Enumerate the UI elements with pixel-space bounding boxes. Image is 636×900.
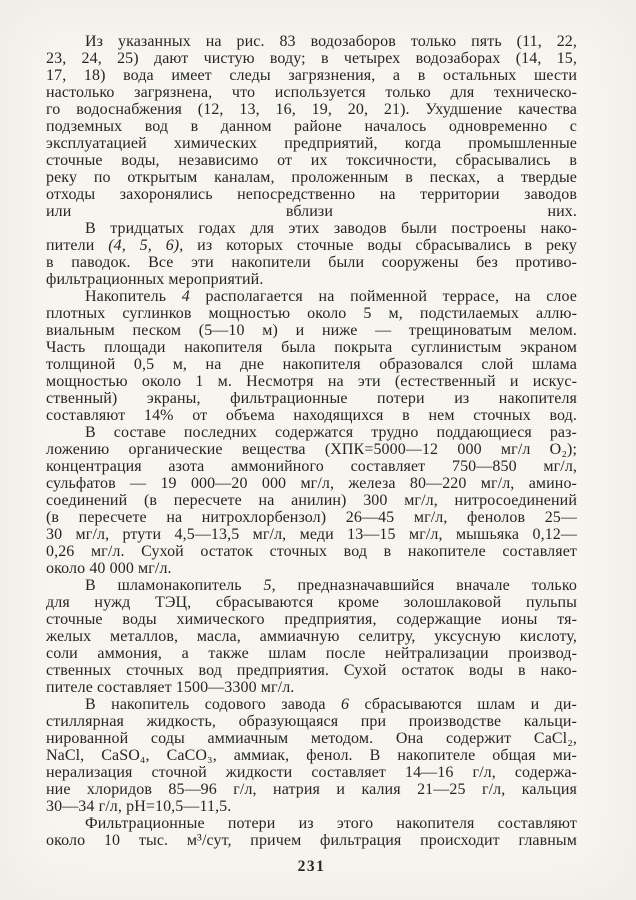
text-line: 30 мг/л, ртути 4,5—13,5 мг/л, меди 13—15 мг/л, мышьяка 0,12— [46, 526, 577, 543]
text-line: реку по открытым каналам, проложенным в песках, а твердые [46, 169, 577, 186]
text-line: плотных суглинков мощностью около 5 м, подстилаемых аллю- [46, 305, 577, 322]
text-line: Из указанных на рис. 83 водозаборов только пять (11, 22, [85, 33, 577, 50]
text-line: сточные воды химического предприятия, содержащие ионы тя- [46, 611, 577, 628]
text-line: соединений (в пересчете на анилин) 300 мг/л, нитросоединений [46, 492, 577, 509]
text-line: в паводок. Все эти накопители были сооружены без противо- [46, 254, 577, 271]
text-line: 23, 24, 25) дают чистую воду; в четырех водозаборах (14, 15, [46, 50, 577, 67]
paragraph [46, 424, 577, 577]
text-line: стиллярная жидкость, образующаяся при производстве кальци- [46, 713, 577, 730]
text-line: соли аммония, а также шлам после нейтрализации производ- [46, 645, 577, 662]
text-line: нированной соды аммиачным методом. Она содержит CaCl₂, [46, 730, 577, 747]
text-line: желых металлов, масла, аммиачную селитру, уксусную кислоту, [46, 628, 577, 645]
text-line: NaCl, CaSO₄, CaCO₃, аммиак, фенол. В накопителе общая ми- [46, 747, 577, 764]
text-line: В накопитель содового завода 6 сбрасываются шлам и ди- [85, 696, 577, 713]
text-line: В составе последних содержатся трудно поддающиеся раз- [85, 424, 577, 441]
text-line: нерализация сточной жидкости составляет 14—16 г/л, содержа- [46, 764, 577, 781]
text-line: В тридцатых годах для этих заводов были построены нако- [85, 220, 577, 237]
text-line: концентрация азота аммонийного составляет 750—850 мг/л, [46, 458, 577, 475]
paragraph [46, 696, 577, 815]
text-block [46, 33, 577, 849]
text-line: подземных вод в данном районе началось одновременно с [46, 118, 577, 135]
paragraph [46, 33, 577, 220]
text-line: В шламонакопитель 5, предназначавшийся вначале только [85, 577, 577, 594]
text-line: эксплуатацией химических предприятий, когда промышленные [46, 135, 577, 152]
paragraph [46, 815, 577, 849]
text-line: 0,26 мг/л. Сухой остаток сточных вод в накопителе составляет [46, 543, 577, 560]
text-line: го водоснабжения (12, 13, 16, 19, 20, 21). Ухудшение качества [46, 101, 577, 118]
text-line: настолько загрязнена, что используется только для техническо- [46, 84, 577, 101]
text-line: ственных сточных вод предприятия. Сухой остаток воды в нако- [46, 662, 577, 679]
text-line: пители (4, 5, 6), из которых сточные воды сбрасывались в реку [46, 237, 577, 254]
text-line: отходы захоронялись непосредственно на территории заводов [46, 186, 577, 203]
text-line: ложению органические вещества (ХПК=5000—12 000 мг/л О₂); [46, 441, 577, 458]
text-line: для нужд ТЭЦ, сбрасываются кроме золошлаковой пульпы [46, 594, 577, 611]
text-line: виальным песком (5—10 м) и ниже — трещиноватым мелом. [46, 322, 577, 339]
text-line: фильтрационных мероприятий. [46, 271, 264, 288]
text-line: ственный) экраны, фильтрационные потери из накопителя [46, 390, 577, 407]
text-line: или вблизи них. [46, 203, 577, 220]
text-line: Накопитель 4 располагается на пойменной террасе, на слое [85, 288, 577, 305]
text-line: пителе составляет 1500—3300 мг/л. [46, 679, 295, 696]
text-line: Часть площади накопителя была покрыта суглинистым экраном [46, 339, 577, 356]
text-line: около 10 тыс. м³/сут, причем фильтрация происходит главным [46, 832, 577, 849]
text-line: толщиной 0,5 м, на дне накопителя образовался слой шлама [46, 356, 577, 373]
text-line: сточные воды, независимо от их токсичности, сбрасывались в [46, 152, 577, 169]
paragraph [46, 577, 577, 696]
text-line: сульфатов — 19 000—20 000 мг/л, железа 80—220 мг/л, амино- [46, 475, 577, 492]
text-line: мощностью около 1 м. Несмотря на эти (естественный и искус- [46, 373, 577, 390]
paragraph [46, 220, 577, 288]
text-line: составляют 14% от объема находящихся в нем сточных вод. [46, 407, 577, 424]
text-line: (в пересчете на нитрохлорбензол) 26—45 мг/л, фенолов 25— [46, 509, 577, 526]
text-line: Фильтрационные потери из этого накопителя составляют [85, 815, 577, 832]
text-line: 30—34 г/л, pH=10,5—11,5. [46, 798, 232, 815]
text-line: около 40 000 мг/л. [46, 560, 172, 577]
paragraph [46, 288, 577, 424]
text-line: ние хлоридов 85—96 г/л, натрия и калия 21—25 г/л, кальция [46, 781, 577, 798]
page-number: 231 [297, 858, 326, 875]
text-line: 17, 18) вода имеет следы загрязнения, а в остальных шести [46, 67, 577, 84]
